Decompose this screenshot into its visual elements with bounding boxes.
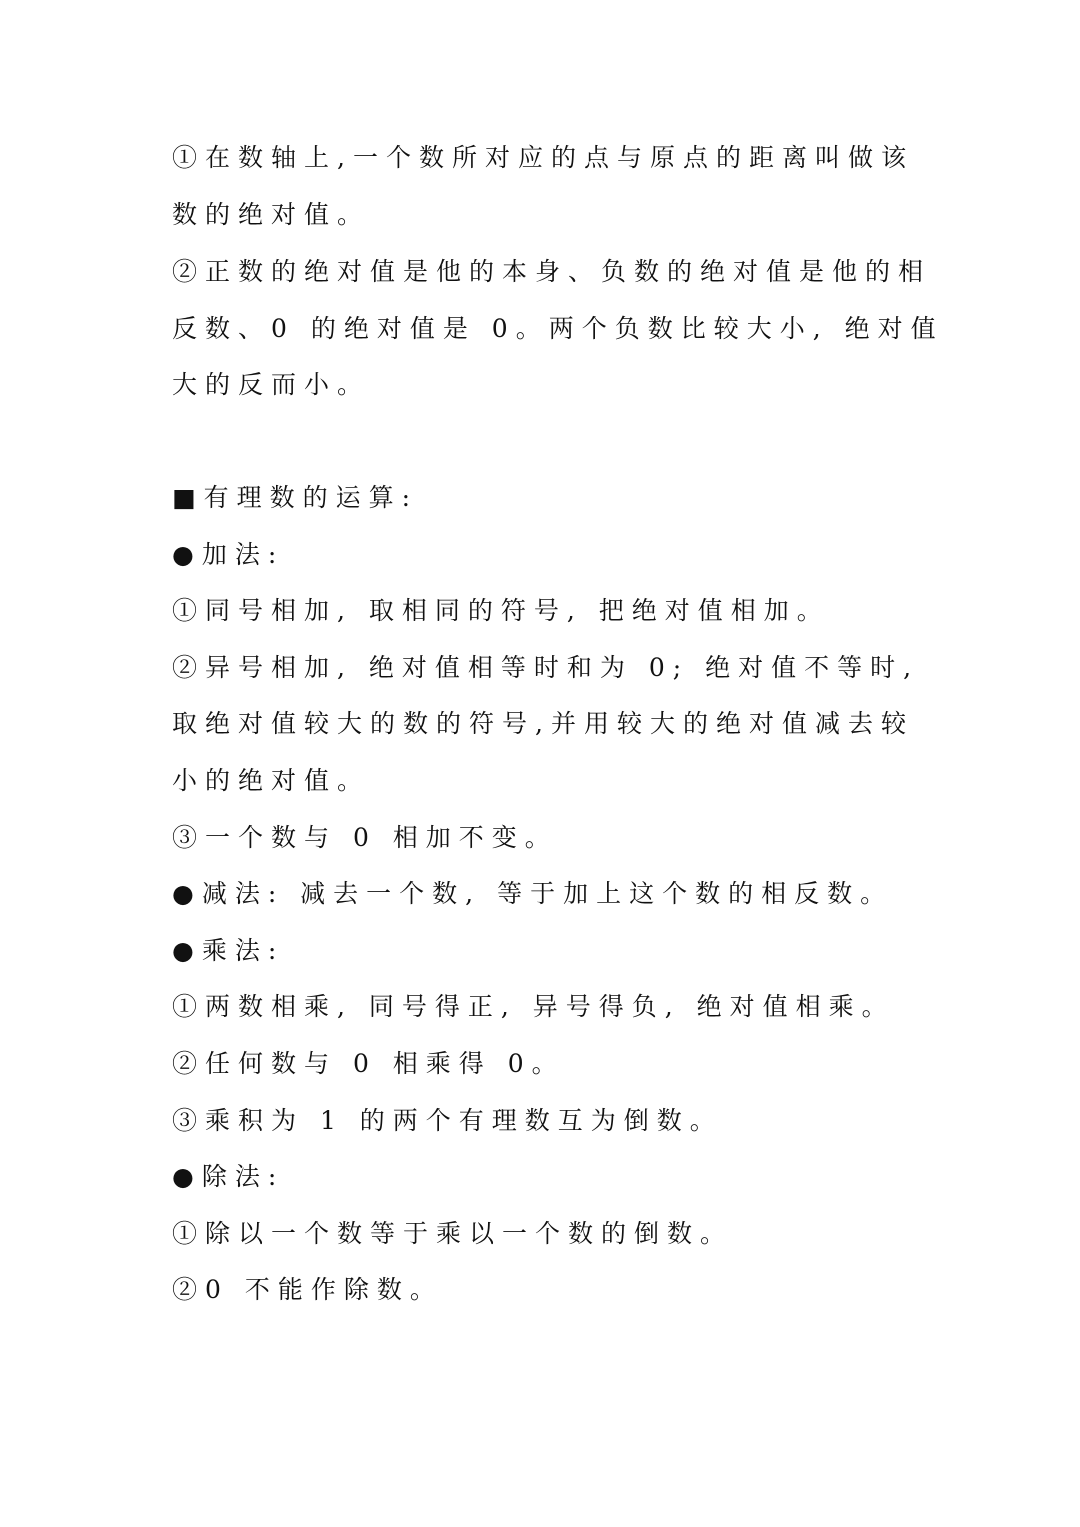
absolute-value-line-2: 数的绝对值。: [172, 200, 371, 229]
multiplication-line-2: ②任何数与 0 相乘得 0。: [172, 1049, 565, 1078]
multiplication-line-3: ③乘积为 1 的两个有理数互为倒数。: [172, 1106, 723, 1135]
absolute-value-line-3: ②正数的绝对值是他的本身、负数的绝对值是他的相: [172, 257, 932, 286]
addition-line-1: ①同号相加, 取相同的符号, 把绝对值相加。: [172, 596, 830, 625]
division-line-2: ②0 不能作除数。: [172, 1275, 443, 1304]
operations-heading: ■有理数的运算:: [172, 483, 419, 512]
addition-line-2: ②异号相加, 绝对值相等时和为 0; 绝对值不等时,: [172, 653, 920, 682]
addition-title: ●加法:: [172, 540, 285, 569]
multiplication-title: ●乘法:: [172, 936, 285, 965]
addition-line-3: 取绝对值较大的数的符号,并用较大的绝对值减去较: [172, 709, 914, 738]
division-line-1: ①除以一个数等于乘以一个数的倒数。: [172, 1219, 734, 1248]
multiplication-line-1: ①两数相乘, 同号得正, 异号得负, 绝对值相乘。: [172, 992, 895, 1021]
absolute-value-line-4: 反数、0 的绝对值是 0。两个负数比较大小, 绝对值: [172, 314, 944, 343]
subtraction-text: ●减法: 减去一个数, 等于加上这个数的相反数。: [172, 879, 894, 908]
absolute-value-line-1: ①在数轴上,一个数所对应的点与原点的距离叫做该: [172, 143, 914, 172]
division-title: ●除法:: [172, 1162, 285, 1191]
addition-line-4: 小的绝对值。: [172, 766, 371, 795]
addition-line-5: ③一个数与 0 相加不变。: [172, 823, 558, 852]
absolute-value-line-5: 大的反而小。: [172, 370, 371, 399]
